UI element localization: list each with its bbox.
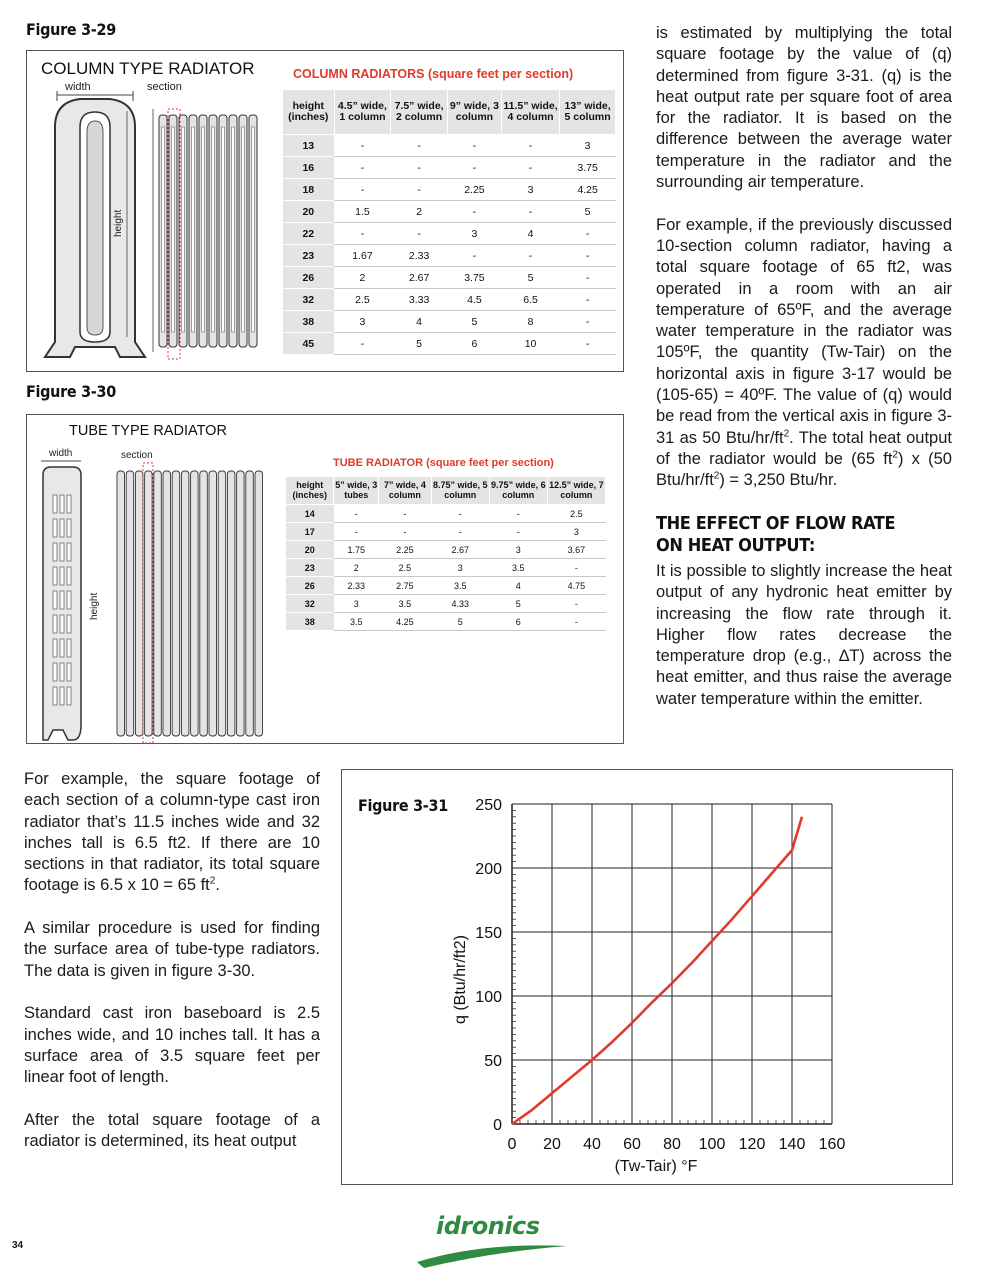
table-cell: 2.33: [391, 245, 448, 267]
row-height-cell: 45: [283, 333, 335, 355]
table-header-cell: 12.5” wide, 7 column: [547, 477, 605, 505]
row-height-cell: 20: [283, 201, 335, 223]
table-header-cell: 7.5” wide, 2 column: [391, 90, 448, 135]
table-cell: -: [501, 201, 559, 223]
table-cell: -: [547, 613, 605, 631]
table-cell: -: [560, 223, 616, 245]
table-cell: -: [547, 595, 605, 613]
table-cell: 4: [391, 311, 448, 333]
table-cell: -: [334, 157, 391, 179]
figure-3-29-frame: [26, 50, 624, 372]
figure-3-31-frame: [341, 769, 953, 1185]
row-height-cell: 26: [286, 577, 334, 595]
table-header-cell: 4.5” wide, 1 column: [334, 90, 391, 135]
table-cell: -: [334, 505, 379, 523]
paragraph: For example, if the previously discussed 10-section column radiator, having a total square footage of 65 ft2, was operated in a room with an air temperature of 65ºF, and the average water temperature in the radiator was 105ºF, the quantity (Tw-Tair) on the horizontal axis in figure 3-17 would be (105-65) = 40ºF. The value of (q) would be read from the vertical axis in figure 3-31 as 50 Btu/$hr/ft^2$. The total heat output of the radiator would be (65 $ft^2$) x (50 Btu/$hr/ft^2) = 3,250$ Btu/hr.: [656, 215, 952, 490]
table-cell: -: [560, 289, 616, 311]
row-height-cell: 13: [283, 135, 335, 157]
table-cell: 2: [391, 201, 448, 223]
table-cell: -: [501, 135, 559, 157]
row-height-cell: 23: [286, 559, 334, 577]
x-axis-label: (Tw-Tair) °F: [614, 1158, 698, 1175]
table-cell: 3: [489, 541, 547, 559]
table-cell: -: [447, 201, 501, 223]
table-cell: 1.67: [334, 245, 391, 267]
table-header-cell: 11.5” wide, 4 column: [501, 90, 559, 135]
row-height-cell: 32: [286, 595, 334, 613]
table-cell: 5: [447, 311, 501, 333]
table-row: [283, 267, 616, 289]
table-row: [286, 523, 606, 541]
table-cell: 3: [447, 223, 501, 245]
column-radiator-drawing: [35, 87, 265, 367]
table-cell: 3.67: [547, 541, 605, 559]
table-cell: 3: [547, 523, 605, 541]
height-label: height: [89, 592, 100, 620]
table-cell: -: [447, 157, 501, 179]
table-cell: 4.33: [431, 595, 489, 613]
table-cell: -: [547, 559, 605, 577]
table-cell: 4: [501, 223, 559, 245]
heat-output-curve: [512, 817, 802, 1124]
x-tick-label: 160: [818, 1136, 846, 1153]
table-cell: -: [431, 523, 489, 541]
table-cell: 3.5: [431, 577, 489, 595]
width-label: width: [65, 81, 91, 93]
table-cell: 6: [489, 613, 547, 631]
row-height-cell: 22: [283, 223, 335, 245]
table-cell: 2.67: [391, 267, 448, 289]
y-tick-label: 50: [484, 1053, 502, 1070]
y-tick-label: 250: [475, 797, 502, 814]
table-row: [283, 245, 616, 267]
table-cell: 8: [501, 311, 559, 333]
table-header-cell: 9” wide, 3 column: [447, 90, 501, 135]
height-label: height: [113, 209, 124, 237]
x-tick-label: 60: [623, 1136, 641, 1153]
table-cell: 3: [501, 179, 559, 201]
row-height-cell: 38: [286, 613, 334, 631]
column-radiator-table: [282, 89, 616, 355]
table-row: [283, 135, 616, 157]
table-cell: -: [334, 135, 391, 157]
x-tick-label: 100: [698, 1136, 726, 1153]
row-height-cell: 14: [286, 505, 334, 523]
column-radiator-title: COLUMN TYPE RADIATOR: [41, 59, 255, 78]
table-cell: -: [391, 135, 448, 157]
flow-rate-paragraph: It is possible to slightly increase the heat output of any hydronic heat emitter by increasing the flow rate through it. Higher flow rates decrease the temperature drop (e.g., ∆T) across the heat emitter, and thus raise the average water temperature within the emitter.: [656, 562, 952, 708]
table-cell: 3: [334, 311, 391, 333]
table-cell: 3.5: [489, 559, 547, 577]
table-row: [283, 333, 616, 355]
table-cell: -: [501, 157, 559, 179]
table-cell: 2: [334, 267, 391, 289]
table-cell: -: [489, 523, 547, 541]
table-cell: -: [447, 245, 501, 267]
table-row: [286, 613, 606, 631]
table-cell: 3.33: [391, 289, 448, 311]
table-header-cell: height (inches): [286, 477, 334, 505]
table-header-cell: height (inches): [283, 90, 335, 135]
paragraph: After the total square footage of a radiator is determined, its heat output: [24, 1110, 320, 1151]
page-number: 34: [12, 1240, 24, 1251]
row-height-cell: 23: [283, 245, 335, 267]
table-cell: 2.5: [379, 559, 432, 577]
table-row: [283, 311, 616, 333]
table-cell: 5: [489, 595, 547, 613]
table-header-cell: 13” wide, 5 column: [560, 90, 616, 135]
table-cell: -: [560, 267, 616, 289]
table-row: [283, 179, 616, 201]
figure-3-30-frame: [26, 414, 624, 744]
table-header-cell: 8.75” wide, 5 column: [431, 477, 489, 505]
table-cell: 3: [334, 595, 379, 613]
y-axis-label: q (Btu/hr/ft2): [452, 935, 469, 1024]
table-cell: 2.25: [447, 179, 501, 201]
table-header-cell: 9.75” wide, 6 column: [489, 477, 547, 505]
x-tick-label: 20: [543, 1136, 561, 1153]
table-cell: 2.5: [547, 505, 605, 523]
table-cell: -: [391, 223, 448, 245]
x-tick-label: 140: [778, 1136, 806, 1153]
table-header-cell: 5” wide, 3 tubes: [334, 477, 379, 505]
table-cell: 5: [391, 333, 448, 355]
table-row: [286, 595, 606, 613]
table-cell: 6.5: [501, 289, 559, 311]
row-height-cell: 16: [283, 157, 335, 179]
section-heading: THE EFFECT OF FLOW RATE ON HEAT OUTPUT:: [656, 513, 896, 556]
table-cell: 5: [501, 267, 559, 289]
table-header-cell: 7” wide, 4 column: [379, 477, 432, 505]
table-cell: 5: [560, 201, 616, 223]
table-cell: 2.75: [379, 577, 432, 595]
x-tick-label: 120: [738, 1136, 766, 1153]
x-tick-label: 40: [583, 1136, 601, 1153]
y-tick-label: 150: [475, 925, 502, 942]
y-tick-label: 100: [475, 989, 502, 1006]
row-height-cell: 18: [283, 179, 335, 201]
right-column-text: [656, 23, 952, 492]
width-label: width: [49, 448, 73, 459]
paragraph: For example, the square footage of each section of a column-type cast iron radiator that’s 11.5 inches wide and 32 inches tall is 6.5 ft2. If there are 10 sections in that radiator, its total square footage is 6.5 x 10 = 65 $ft^2$.: [24, 770, 320, 895]
table-row: [286, 577, 606, 595]
table-cell: 4.25: [379, 613, 432, 631]
table-cell: -: [431, 505, 489, 523]
paragraph: is estimated by multiplying the total square footage by the value of (q) determined from figure 3-31. (q) is the heat output rate per square foot of area for the radiator. It is based on the difference between the average water temperature in the radiator and the surrounding air temperature.: [656, 24, 952, 192]
y-tick-label: 200: [475, 861, 502, 878]
table-cell: 1.5: [334, 201, 391, 223]
table-cell: -: [334, 333, 391, 355]
table-cell: 3.5: [379, 595, 432, 613]
row-height-cell: 17: [286, 523, 334, 541]
table-cell: -: [391, 157, 448, 179]
table-cell: 4: [489, 577, 547, 595]
table-cell: -: [560, 333, 616, 355]
row-height-cell: 38: [283, 311, 335, 333]
table-cell: 2.5: [334, 289, 391, 311]
table-cell: -: [379, 523, 432, 541]
table-cell: -: [334, 223, 391, 245]
table-cell: 3: [560, 135, 616, 157]
x-tick-label: 80: [663, 1136, 681, 1153]
tube-table-title: TUBE RADIATOR (square feet per section): [333, 457, 554, 469]
idronics-logo: idronics: [436, 1212, 540, 1240]
paragraph: A similar procedure is used for finding the surface area of tube-type radiators. The data is given in figure 3-30.: [24, 919, 320, 980]
table-row: [286, 559, 606, 577]
table-cell: -: [379, 505, 432, 523]
table-cell: 3.75: [560, 157, 616, 179]
table-cell: -: [391, 179, 448, 201]
section-label: section: [121, 450, 153, 461]
table-cell: -: [489, 505, 547, 523]
table-cell: -: [334, 179, 391, 201]
tube-radiator-title: TUBE TYPE RADIATOR: [69, 423, 227, 439]
figure-3-31-label: Figure 3-31: [358, 796, 448, 815]
table-cell: -: [560, 311, 616, 333]
left-column-text: [24, 769, 320, 1152]
table-row: [283, 223, 616, 245]
heat-output-chart: [408, 772, 948, 1182]
table-cell: 2: [334, 559, 379, 577]
x-tick-label: 0: [507, 1136, 517, 1153]
table-cell: 4.75: [547, 577, 605, 595]
row-height-cell: 26: [283, 267, 335, 289]
tube-radiator-drawing: [33, 455, 283, 745]
table-cell: 3.75: [447, 267, 501, 289]
table-cell: -: [560, 245, 616, 267]
table-cell: -: [501, 245, 559, 267]
tube-radiator-table: [285, 476, 606, 631]
table-cell: 2.33: [334, 577, 379, 595]
table-cell: 2.25: [379, 541, 432, 559]
table-cell: 2.67: [431, 541, 489, 559]
table-row: [283, 201, 616, 223]
table-cell: 1.75: [334, 541, 379, 559]
paragraph: Standard cast iron baseboard is 2.5 inches wide, and 10 inches tall. It has a surface area of 3.5 square feet per linear foot of length.: [24, 1004, 320, 1087]
table-cell: 10: [501, 333, 559, 355]
table-row: [286, 505, 606, 523]
table-cell: -: [334, 523, 379, 541]
table-row: [286, 541, 606, 559]
table-cell: 5: [431, 613, 489, 631]
table-cell: -: [447, 135, 501, 157]
column-table-title: COLUMN RADIATORS (square feet per section): [293, 67, 574, 81]
section-label: section: [147, 81, 182, 93]
table-cell: 6: [447, 333, 501, 355]
row-height-cell: 32: [283, 289, 335, 311]
table-row: [283, 157, 616, 179]
figure-3-29-label: Figure 3-29: [26, 20, 116, 39]
figure-3-30-label: Figure 3-30: [26, 382, 116, 401]
table-row: [283, 289, 616, 311]
table-cell: 3.5: [334, 613, 379, 631]
table-cell: 4.5: [447, 289, 501, 311]
table-cell: 3: [431, 559, 489, 577]
y-tick-label: 0: [493, 1117, 502, 1134]
row-height-cell: 20: [286, 541, 334, 559]
table-cell: 4.25: [560, 179, 616, 201]
